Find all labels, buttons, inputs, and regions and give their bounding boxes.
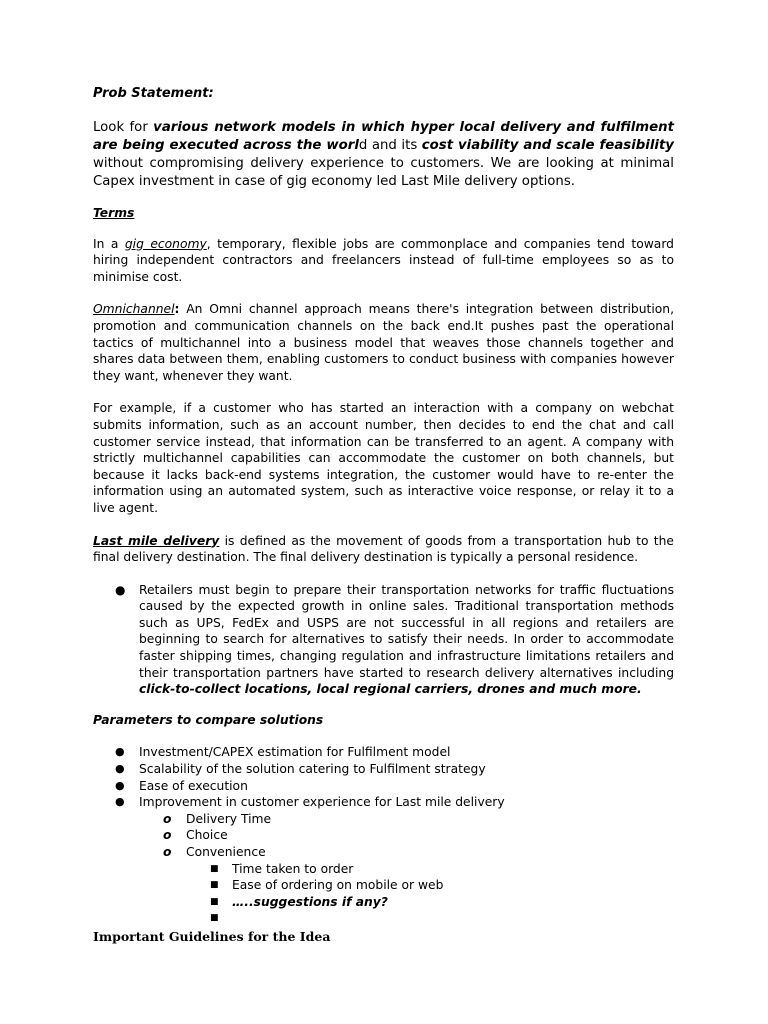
list-item <box>93 811 674 828</box>
problem-statement-heading: Prob Statement: <box>93 86 214 101</box>
bullet-icon: ● <box>115 778 125 792</box>
square-bullet-icon: ■ <box>210 863 219 874</box>
last-mile-text: is defined as the movement of goods from a transportation hub to the final delivery destination. The final delivery destination is typically a personal residence. <box>93 533 674 565</box>
list-item <box>93 894 674 911</box>
list-item <box>93 877 674 894</box>
gig-economy-term: gig economy <box>124 236 207 251</box>
omnichannel-text: An Omni channel approach means there's integration between distribution, promotion and communication channels on the back end.It pushes past the operational tactics of multichannel into a business model that weaves those channels together and shares data between them, enabling customers to conduct business with companies however they want, whenever they want. <box>93 302 674 383</box>
square-bullet-icon: ■ <box>210 880 219 891</box>
bullet-icon: ● <box>115 762 125 776</box>
list-item <box>93 844 674 861</box>
omnichannel-term: Omnichannel <box>93 302 175 317</box>
problem-statement-paragraph <box>93 119 674 191</box>
lead-text-1: Look for <box>93 120 154 135</box>
list-item <box>93 761 674 778</box>
lead-text-3: without compromising delivery experience to customers. We are looking at minimal Capex investment in case of gig economy led Last Mile delivery options. <box>93 156 674 189</box>
list-item-label: Improvement in customer experience for Last mile delivery <box>139 795 505 810</box>
document-page <box>93 86 674 946</box>
parameters-heading: Parameters to compare solutions <box>93 712 324 727</box>
list-item <box>93 861 674 878</box>
last-mile-term: Last mile delivery <box>93 533 220 548</box>
circle-bullet-icon: o <box>163 845 172 859</box>
list-item <box>93 827 674 844</box>
list-item <box>93 744 674 761</box>
guidelines-heading: Important Guidelines for the Idea <box>93 928 331 944</box>
list-item-label: Choice <box>186 828 228 843</box>
list-item-label: Ease of execution <box>139 778 248 793</box>
bullet-icon: ● <box>115 582 126 597</box>
gig-text-2: , temporary, flexible jobs are commonplace and companies tend toward hiring independent contractors and freelancers instead of full-time employees so as to minimise cost. <box>93 236 674 284</box>
bullet-icon: ● <box>115 795 125 809</box>
gig-text-1: In a <box>93 236 125 251</box>
list-item-label: Convenience <box>186 845 266 859</box>
square-bullet-icon: ■ <box>210 913 219 924</box>
list-item <box>93 582 674 698</box>
parameters-list <box>93 744 674 810</box>
lead-bold-2: cost viability and scale feasibility <box>421 138 674 153</box>
bullet-icon: ● <box>115 745 125 759</box>
list-item-label: Delivery Time <box>186 811 272 826</box>
sub-sub-parameters-list <box>93 861 674 927</box>
list-item-label: …..suggestions if any? <box>232 894 388 909</box>
retail-bullet-list <box>93 582 674 698</box>
sub-parameters-list <box>93 811 674 861</box>
list-item <box>93 778 674 795</box>
lead-text-2: d and its <box>358 138 422 153</box>
terms-heading: Terms <box>93 206 135 220</box>
last-mile-paragraph <box>93 533 674 566</box>
circle-bullet-icon: o <box>163 828 172 843</box>
retail-bold-text: click-to-collect locations, local regional carriers, drones and much more. <box>139 682 642 697</box>
retail-text: Retailers must begin to prepare their transportation networks for traffic fluctuations caused by the expected growth in online sales. Traditional transportation methods such as UPS, FedEx and USPS are not successful in all regions and retailers are beginning to search for alternatives to satisfy their needs. In order to accommodate faster shipping times, changing regulation and infrastructure limitations retailers and their transportation partners have started to research delivery alternatives including <box>139 582 674 680</box>
omnichannel-paragraph <box>93 301 674 384</box>
gig-economy-paragraph <box>93 236 674 286</box>
example-paragraph: For example, if a customer who has started an interaction with a company on webchat submits information, such as an account number, then decides to end the chat and call customer service instead, that information can be transferred to an agent. A company with strictly multichannel capabilities can accommodate the customer on both channels, but because it lacks back-end systems integration, the customer would have to re-enter the information using an automated system, such as interactive voice response, or relay it to a live agent. <box>93 401 674 515</box>
list-item <box>93 910 674 927</box>
list-item-label: Investment/CAPEX estimation for Fulfilment model <box>139 745 451 760</box>
list-item-label: Scalability of the solution catering to Fulfilment strategy <box>139 762 486 777</box>
list-item-label: Ease of ordering on mobile or web <box>232 878 444 893</box>
omnichannel-colon: : <box>174 302 180 317</box>
lead-bold-1: various network models in which hyper local delivery and fulfilment are being executed across the worl <box>93 120 674 153</box>
list-item <box>93 794 674 811</box>
circle-bullet-icon: o <box>163 811 172 826</box>
list-item-label: Time taken to order <box>232 861 354 876</box>
square-bullet-icon: ■ <box>210 896 219 907</box>
